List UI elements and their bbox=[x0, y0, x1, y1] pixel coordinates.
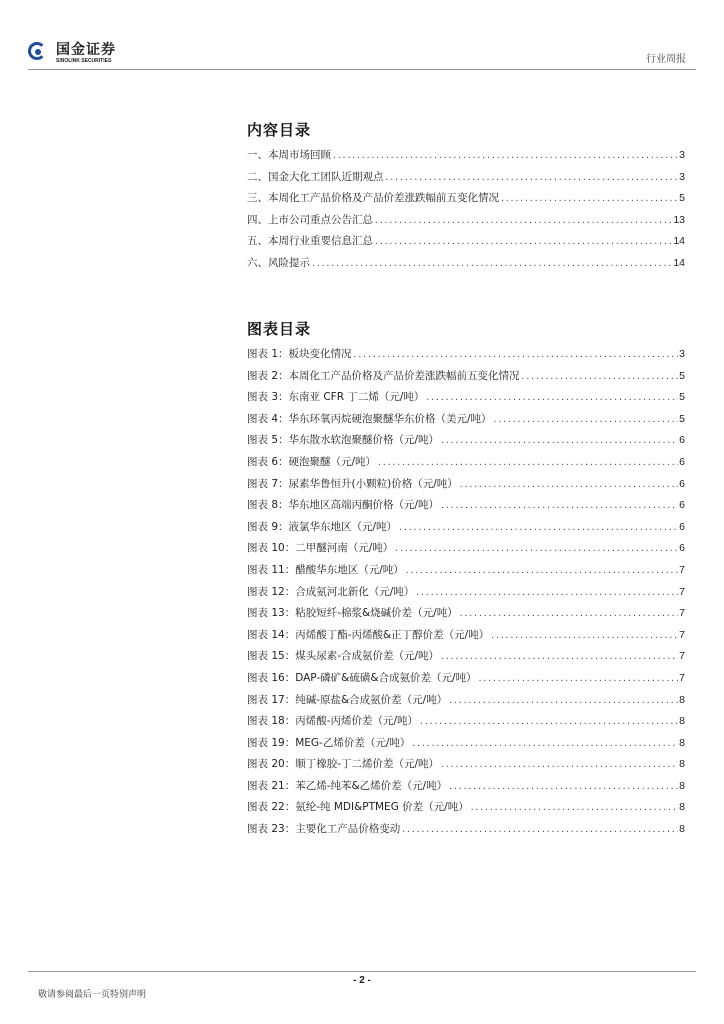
figure-entry[interactable] bbox=[247, 538, 685, 560]
dot-leader bbox=[448, 776, 678, 798]
figure-entry-label: 图表 22：氨纶-纯 MDI&PTMEG 价差（元/吨） bbox=[247, 801, 469, 814]
contents-entry[interactable] bbox=[247, 231, 685, 253]
footer-divider bbox=[28, 971, 696, 972]
dot-leader bbox=[448, 690, 678, 712]
contents-entry[interactable] bbox=[247, 188, 685, 210]
contents-entry[interactable] bbox=[247, 210, 685, 232]
contents-entry-page: 3 bbox=[679, 149, 685, 161]
dot-leader bbox=[398, 517, 678, 539]
page-header bbox=[0, 0, 724, 70]
dot-leader bbox=[470, 797, 678, 819]
figure-entry-label: 图表 16：DAP-磷矿&硫磺&合成氨价差（元/吨） bbox=[247, 671, 477, 684]
figure-entry-label: 图表 18：丙烯酸-丙烯价差（元/吨） bbox=[247, 715, 419, 728]
logo-icon bbox=[28, 42, 50, 64]
figure-entry[interactable] bbox=[247, 517, 685, 539]
figure-entry[interactable] bbox=[247, 603, 685, 625]
figure-entry-label: 图表 20：顺丁橡胶-丁二烯价差（元/吨） bbox=[247, 758, 440, 771]
dot-leader bbox=[374, 210, 672, 232]
figure-entry-label: 图表 4：华东环氧丙烷硬泡聚醚华东价格（美元/吨） bbox=[247, 412, 492, 425]
figure-entry-label: 图表 14：丙烯酸丁酯-丙烯酸&正丁醇价差（元/吨） bbox=[247, 628, 490, 641]
dot-leader bbox=[374, 231, 672, 253]
contents-entry-page: 14 bbox=[673, 256, 685, 269]
figure-entry-page: 6 bbox=[679, 477, 685, 490]
figure-entry-label: 图表 12：合成氨河北新化（元/吨） bbox=[247, 585, 415, 598]
figure-entry-page: 8 bbox=[679, 715, 685, 728]
contents-entry-page: 14 bbox=[673, 235, 685, 248]
figure-entry-page: 7 bbox=[679, 628, 685, 641]
figure-entry-label: 图表 5：华东散水软泡聚醚价格（元/吨） bbox=[247, 434, 440, 447]
figure-entry[interactable] bbox=[247, 495, 685, 517]
contents-list bbox=[247, 145, 685, 275]
contents-entry-page: 3 bbox=[679, 170, 685, 183]
contents-entry-label: 六、风险提示 bbox=[247, 256, 310, 269]
figure-entry[interactable] bbox=[247, 733, 685, 755]
dot-leader bbox=[405, 560, 678, 582]
figure-entry-label: 图表 3：东南亚 CFR 丁二烯（元/吨） bbox=[247, 391, 425, 404]
figure-entry[interactable] bbox=[247, 452, 685, 474]
figure-entry[interactable] bbox=[247, 668, 685, 690]
contents-entry[interactable] bbox=[247, 167, 685, 189]
dot-leader bbox=[332, 145, 678, 167]
contents-entry-page: 13 bbox=[673, 213, 685, 226]
dot-leader bbox=[415, 582, 678, 604]
figure-entry-label: 图表 2：本周化工产品价格及产品价差涨跌幅前五变化情况 bbox=[247, 369, 520, 382]
dot-leader bbox=[440, 754, 678, 776]
figure-entry-page: 5 bbox=[679, 391, 685, 404]
figure-entry[interactable] bbox=[247, 754, 685, 776]
figures-title: 图表目录 bbox=[247, 320, 312, 338]
figure-entry[interactable] bbox=[247, 560, 685, 582]
dot-leader bbox=[377, 452, 678, 474]
figure-entry[interactable] bbox=[247, 646, 685, 668]
figure-entry-page: 5 bbox=[679, 412, 685, 425]
dot-leader bbox=[490, 625, 678, 647]
figure-entry-page: 6 bbox=[679, 542, 685, 555]
figure-entry-page: 8 bbox=[679, 736, 685, 749]
figure-entry-page: 8 bbox=[679, 693, 685, 706]
dot-leader bbox=[411, 733, 678, 755]
dot-leader bbox=[440, 495, 678, 517]
brand-name-en: SINOLINK SECURITIES bbox=[56, 57, 112, 64]
figure-entry-page: 8 bbox=[679, 823, 685, 836]
dot-leader bbox=[311, 253, 672, 275]
figure-entry-page: 3 bbox=[679, 348, 685, 360]
figure-entry[interactable] bbox=[247, 344, 685, 366]
figure-entry-page: 6 bbox=[679, 455, 685, 468]
figure-entry-label: 图表 10：二甲醚河南（元/吨） bbox=[247, 542, 394, 555]
figure-entry[interactable] bbox=[247, 474, 685, 496]
dot-leader bbox=[385, 167, 679, 189]
figure-entry-label: 图表 6：硬泡聚醚（元/吨） bbox=[247, 455, 377, 468]
figure-entry-label: 图表 1：板块变化情况 bbox=[247, 348, 352, 360]
dot-leader bbox=[459, 603, 678, 625]
figure-entry-page: 5 bbox=[679, 369, 685, 382]
figure-entry-label: 图表 7：尿素华鲁恒升(小颗粒)价格（元/吨） bbox=[247, 477, 458, 490]
figure-entry-page: 7 bbox=[679, 607, 685, 620]
footer-disclaimer: 敬请参阅最后一页特别声明 bbox=[38, 990, 147, 1000]
figure-entry[interactable] bbox=[247, 366, 685, 388]
dot-leader bbox=[419, 711, 678, 733]
figure-entry-label: 图表 9：液氯华东地区（元/吨） bbox=[247, 520, 398, 533]
figure-entry-label: 图表 21：苯乙烯-纯苯&乙烯价差（元/吨） bbox=[247, 779, 448, 792]
figure-entry[interactable] bbox=[247, 819, 685, 841]
figure-entry[interactable] bbox=[247, 625, 685, 647]
company-logo bbox=[28, 40, 116, 66]
dot-leader bbox=[425, 387, 678, 409]
figure-entry-label: 图表 23：主要化工产品价格变动 bbox=[247, 823, 401, 836]
figure-entry[interactable] bbox=[247, 711, 685, 733]
figure-entry-label: 图表 11：醋酸华东地区（元/吨） bbox=[247, 563, 404, 576]
dot-leader bbox=[440, 646, 678, 668]
dot-leader bbox=[493, 409, 679, 431]
figure-entry-page: 8 bbox=[679, 801, 685, 814]
contents-entry-label: 一、本周市场回顾 bbox=[247, 149, 331, 161]
brand-name-cn: 国金证券 bbox=[56, 41, 116, 58]
contents-entry[interactable] bbox=[247, 145, 685, 167]
figure-entry-label: 图表 8：华东地区高端丙酮价格（元/吨） bbox=[247, 499, 440, 512]
dot-leader bbox=[440, 430, 678, 452]
contents-entry[interactable] bbox=[247, 253, 685, 275]
page-number: - 2 - bbox=[353, 975, 371, 986]
figure-entry-label: 图表 17：纯碱-原盐&合成氨价差（元/吨） bbox=[247, 693, 448, 706]
dot-leader bbox=[353, 344, 679, 366]
figure-entry-page: 6 bbox=[679, 499, 685, 512]
dot-leader bbox=[394, 538, 678, 560]
figure-entry[interactable] bbox=[247, 690, 685, 712]
figure-entry-page: 8 bbox=[679, 779, 685, 792]
contents-entry-label: 二、国金大化工团队近期观点 bbox=[247, 170, 384, 183]
figure-entry[interactable] bbox=[247, 776, 685, 798]
contents-entry-page: 5 bbox=[679, 192, 685, 205]
figure-entry-page: 8 bbox=[679, 758, 685, 771]
figure-entry-page: 7 bbox=[679, 671, 685, 684]
figure-entry-page: 6 bbox=[679, 434, 685, 447]
figure-entry[interactable] bbox=[247, 387, 685, 409]
header-divider bbox=[28, 69, 696, 70]
figure-entry[interactable] bbox=[247, 582, 685, 604]
contents-entry-label: 四、上市公司重点公告汇总 bbox=[247, 213, 373, 226]
dot-leader bbox=[478, 668, 679, 690]
figure-entry[interactable] bbox=[247, 430, 685, 452]
contents-entry-label: 三、本周化工产品价格及产品价差涨跌幅前五变化情况 bbox=[247, 192, 499, 205]
figure-entry-label: 图表 13：粘胶短纤-棉浆&烧碱价差（元/吨） bbox=[247, 607, 458, 620]
figure-entry-page: 7 bbox=[679, 650, 685, 663]
figure-entry-page: 7 bbox=[679, 563, 685, 576]
figure-entry-page: 6 bbox=[679, 520, 685, 533]
figure-entry-label: 图表 15：煤头尿素-合成氨价差（元/吨） bbox=[247, 650, 440, 663]
dot-leader bbox=[401, 819, 678, 841]
dot-leader bbox=[521, 366, 679, 388]
figure-entry[interactable] bbox=[247, 409, 685, 431]
contents-title: 内容目录 bbox=[247, 121, 312, 139]
dot-leader bbox=[459, 474, 678, 496]
figure-entry-page: 7 bbox=[679, 585, 685, 598]
figures-list bbox=[247, 344, 685, 841]
document-type: 行业周报 bbox=[646, 54, 686, 65]
dot-leader bbox=[500, 188, 678, 210]
figure-entry-label: 图表 19：MEG-乙烯价差（元/吨） bbox=[247, 736, 411, 749]
contents-entry-label: 五、本周行业重要信息汇总 bbox=[247, 235, 373, 248]
figure-entry[interactable] bbox=[247, 797, 685, 819]
